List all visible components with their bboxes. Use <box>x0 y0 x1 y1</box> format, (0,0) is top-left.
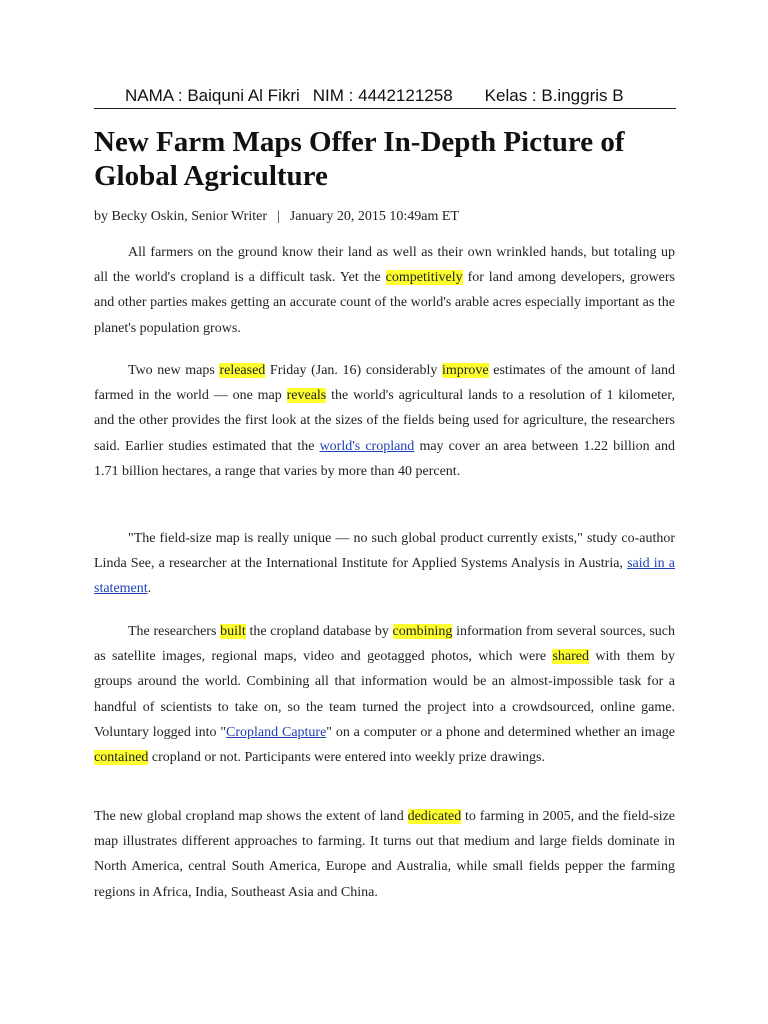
highlight-competitively: competitively <box>385 270 463 286</box>
link-said-in-a-statement[interactable]: said in a statement <box>94 556 675 597</box>
highlight-released: released <box>219 363 266 378</box>
p4-text-a: The researchers <box>128 624 221 639</box>
article-byline <box>94 209 459 225</box>
p4-text-b: the cropland database by <box>245 624 393 639</box>
paragraph-5 <box>94 804 675 905</box>
highlight-dedicated: dedicated <box>407 809 462 824</box>
article-title: New Farm Maps Offer In-Depth Picture of Global Agriculture <box>94 126 625 192</box>
paragraph-2 <box>94 358 675 484</box>
p4-text-f: cropland or not. Participants were entered into weekly prize drawings. <box>148 750 545 766</box>
paragraph-1 <box>94 240 675 341</box>
p2-text-a: Two new maps <box>128 363 220 378</box>
student-class: Kelas : B.inggris B <box>484 86 624 105</box>
p3-text-a: "The field-size map is really unique — no such global product currently exists," study co-author Linda See, a researcher at the International Institute for Applied Systems Analysis in Austria, <box>94 531 675 572</box>
link-worlds-cropland[interactable]: world's cropland <box>319 438 415 454</box>
student-name: NAMA : Baiquni Al Fikri <box>125 86 300 105</box>
student-header <box>94 86 676 109</box>
byline-date: January 20, 2015 10:49am ET <box>289 209 459 224</box>
p5-text-a: The new global cropland map shows the extent of land <box>94 809 408 824</box>
p4-text-e: " on a computer or a phone and determined whether an image <box>326 724 675 740</box>
student-nim: NIM : 4442121258 <box>312 86 453 105</box>
p4-text-d: with them by groups around the world. Combining all that information would be an almost-impossible task for a handful of scientists to take on, so the team turned the project into a crowdsourced, online game. Voluntary logged into " <box>94 649 675 740</box>
highlight-shared: shared <box>552 649 589 665</box>
p1-text-a: All farmers on the ground know their land as well as their own wrinkled hands, but totaling up all the world's cropland is a difficult task. Yet the <box>94 245 675 286</box>
p2-text-e: may cover an area between 1.22 billion and 1.71 billion hectares, a range that varies by more than 40 percent. <box>94 438 675 479</box>
paragraph-3 <box>94 526 675 602</box>
highlight-improve: improve <box>441 363 489 378</box>
p4-text-c: information from several sources, such as satellite images, regional maps, video and geotagged photos, which were <box>94 624 675 665</box>
p2-text-d: the world's agricultural lands to a resolution of 1 kilometer, and the other provides the first look at the sizes of the fields being used for agriculture, the researchers said. Earlier studies estimated that the <box>94 388 675 454</box>
p2-text-b: Friday (Jan. 16) considerably <box>265 363 442 378</box>
link-cropland-capture[interactable]: Cropland Capture <box>226 724 327 740</box>
highlight-reveals: reveals <box>286 388 327 404</box>
highlight-built: built <box>220 624 246 639</box>
byline-separator: | <box>276 209 280 224</box>
p3-text-b: . <box>147 581 152 597</box>
p5-text-b: to farming in 2005, and the field-size map illustrates different approaches to farming. It turns out that medium and large fields dominate in North America, central South America, Europe and Australia, while small fields pepper the farming regions in Africa, India, Southeast Asia and China. <box>94 809 676 900</box>
paragraph-4 <box>94 619 675 770</box>
p1-text-b: for land among developers, growers and other parties makes getting an accurate count of the world's arable acres especially important as the planet's population grows. <box>94 270 675 336</box>
highlight-contained: contained <box>94 750 149 766</box>
highlight-combining: combining <box>392 624 453 639</box>
byline-author: by Becky Oskin, Senior Writer <box>94 209 267 224</box>
p2-text-c: estimates of the amount of land farmed in the world — one map <box>94 363 675 404</box>
